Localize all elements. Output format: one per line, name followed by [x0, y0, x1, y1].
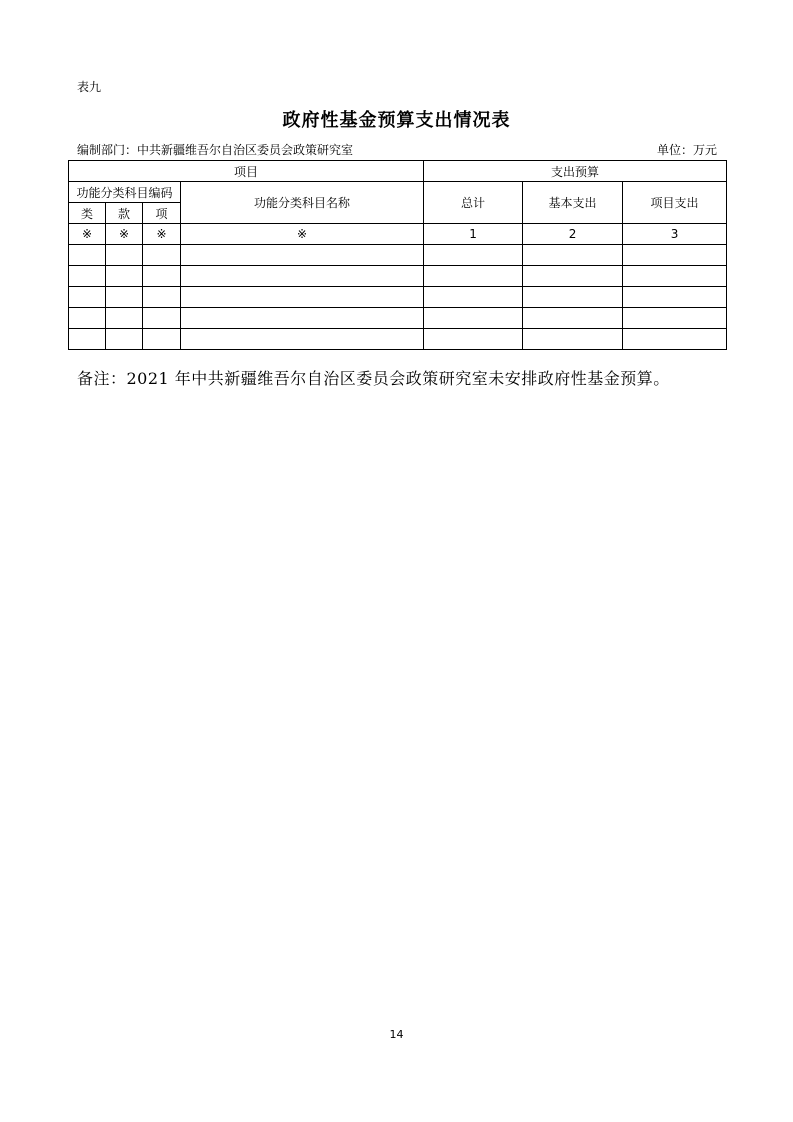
index-project: 3: [623, 224, 727, 245]
unit-label: 单位：万元: [656, 143, 717, 157]
page-number: 14: [389, 1028, 404, 1041]
header-code: 功能分类科目编码: [69, 182, 181, 203]
header-row-2: [69, 182, 727, 203]
index-xiang: ※: [143, 224, 181, 245]
page-title: 政府性基金预算支出情况表: [282, 110, 511, 131]
header-xiang: 项: [143, 203, 181, 224]
header-budget: 支出预算: [424, 161, 727, 182]
department-label: 编制部门：中共新疆维吾尔自治区委员会政策研究室: [77, 143, 354, 157]
index-name: ※: [181, 224, 424, 245]
index-lei: ※: [69, 224, 106, 245]
table-row: [69, 308, 727, 329]
table-row: [69, 245, 727, 266]
table-row: [69, 287, 727, 308]
remark-note: 备注：2021 年中共新疆维吾尔自治区委员会政策研究室未安排政府性基金预算。: [77, 369, 670, 388]
header-lei: 类: [69, 203, 106, 224]
header-basic: 基本支出: [523, 182, 623, 224]
index-basic: 2: [523, 224, 623, 245]
index-total: 1: [424, 224, 523, 245]
index-kuan: ※: [106, 224, 143, 245]
header-project: 项目支出: [623, 182, 727, 224]
header-kuan: 款: [106, 203, 143, 224]
header-total: 总计: [424, 182, 523, 224]
table-row: [69, 329, 727, 350]
budget-table: [68, 160, 727, 350]
table-row: [69, 266, 727, 287]
header-item: 项目: [69, 161, 424, 182]
index-row: [69, 224, 727, 245]
table-number: 表九: [77, 80, 102, 94]
header-name: 功能分类科目名称: [181, 182, 424, 224]
header-row-1: [69, 161, 727, 182]
